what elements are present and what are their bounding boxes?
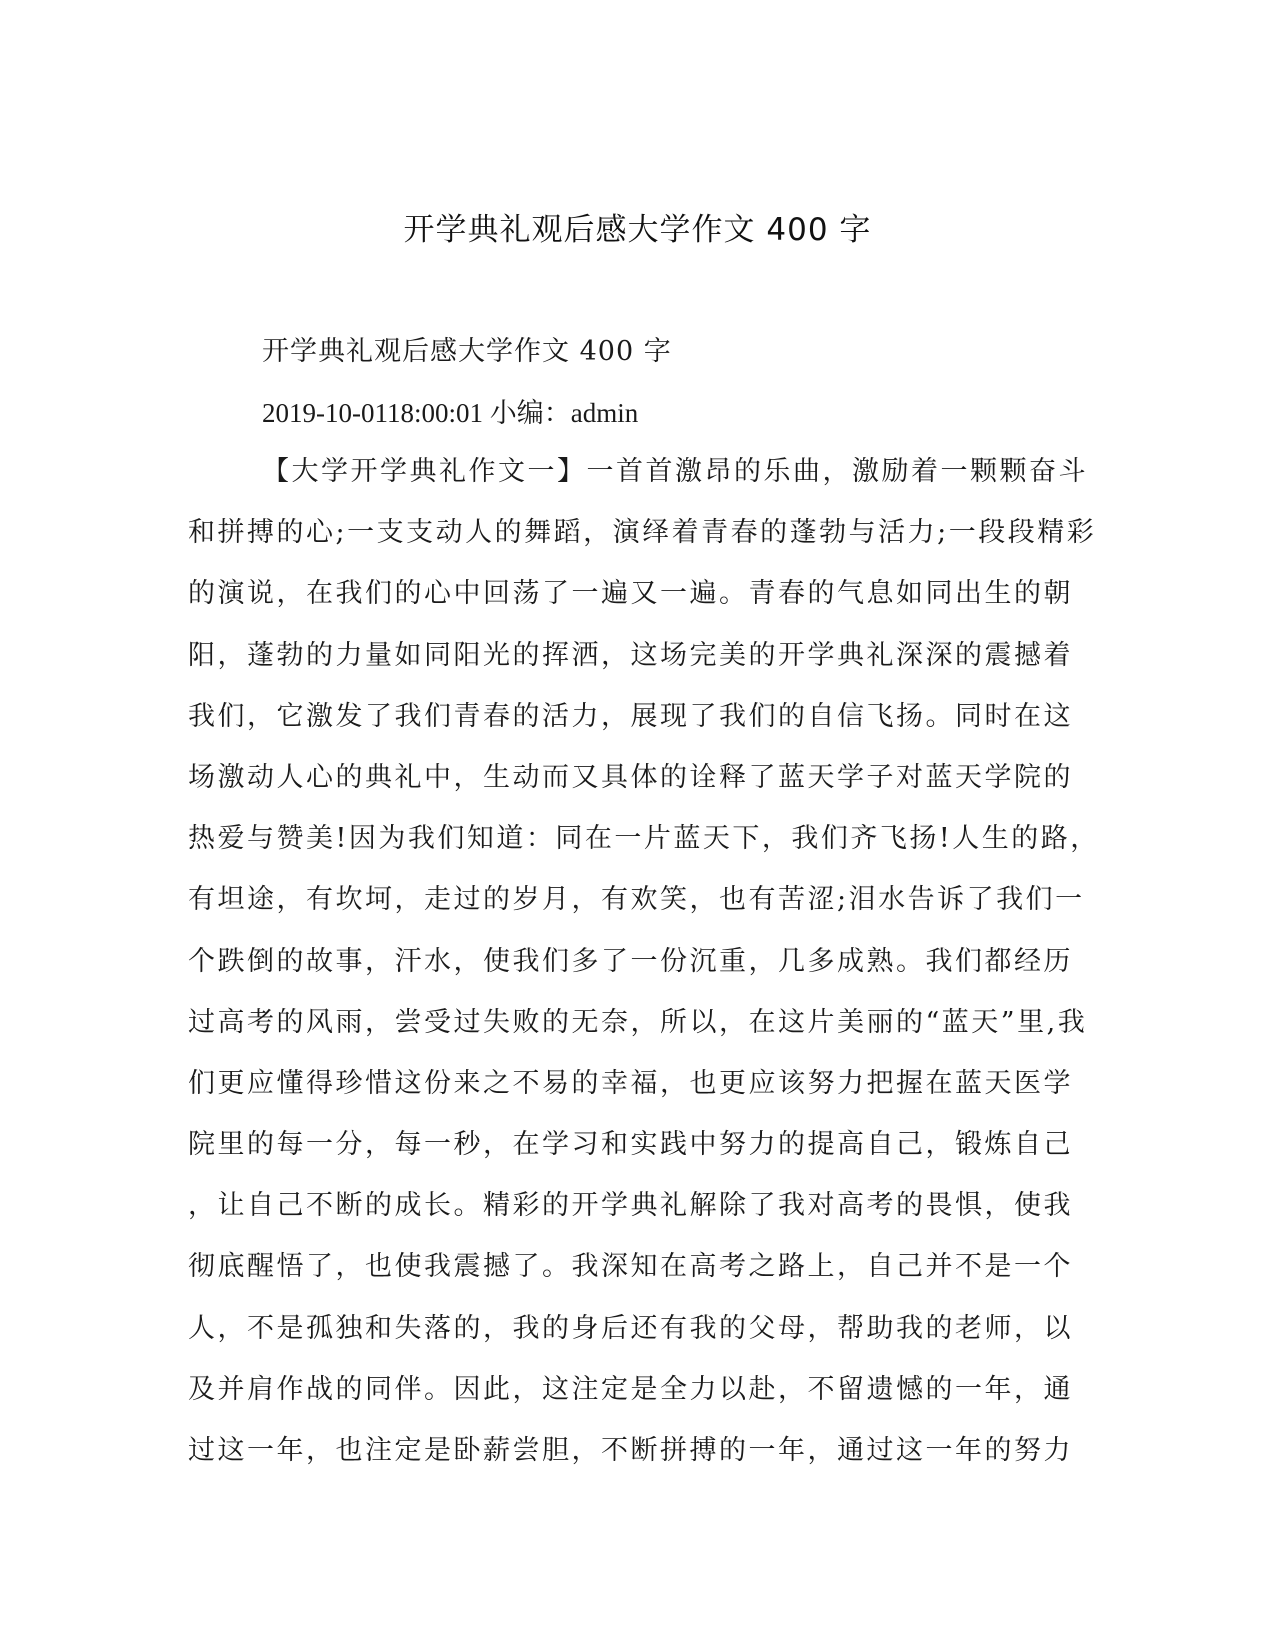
document-meta: 2019-10-0118:00:01 小编：admin	[262, 398, 639, 428]
body-line: 有坦途，有坎坷，走过的岁月，有欢笑，也有苦涩;泪水告诉了我们一	[188, 884, 1085, 916]
body-line: 的演说，在我们的心中回荡了一遍又一遍。青春的气息如同出生的朝	[188, 578, 1073, 610]
body-line: 场激动人心的典礼中，生动而又具体的诠释了蓝天学子对蓝天学院的	[188, 761, 1073, 793]
body-line: 彻底醒悟了，也使我震撼了。我深知在高考之路上，自己并不是一个	[188, 1251, 1073, 1283]
body-line: 阳，蓬勃的力量如同阳光的挥洒，这场完美的开学典礼深深的震撼着	[188, 639, 1073, 671]
body-line: 人，不是孤独和失落的，我的身后还有我的父母，帮助我的老师，以	[188, 1312, 1073, 1344]
body-line: 及并肩作战的同伴。因此，这注定是全力以赴，不留遗憾的一年，通	[188, 1373, 1073, 1405]
body-line: 【大学开学典礼作文一】一首首激昂的乐曲，激励着一颗颗奋斗	[262, 456, 1088, 487]
body-line: 我们，它激发了我们青春的活力，展现了我们的自信飞扬。同时在这	[188, 700, 1073, 732]
body-line: 个跌倒的故事，汗水，使我们多了一份沉重，几多成熟。我们都经历	[188, 945, 1073, 977]
body-line: 热爱与赞美!因为我们知道：同在一片蓝天下，我们齐飞扬!人生的路，	[188, 823, 1100, 855]
body-line: 和拼搏的心;一支支动人的舞蹈，演绎着青春的蓬勃与活力;一段段精彩	[188, 517, 1097, 549]
document-title: 开学典礼观后感大学作文 400 字	[403, 212, 872, 248]
document-body	[188, 452, 1100, 1492]
body-line: 院里的每一分，每一秒，在学习和实践中努力的提高自己，锻炼自己	[188, 1129, 1073, 1161]
body-line: 们更应懂得珍惜这份来之不易的幸福，也更应该努力把握在蓝天医学	[188, 1067, 1073, 1099]
body-line: 过高考的风雨，尝受过失败的无奈，所以，在这片美丽的“蓝天”里,我	[188, 1006, 1088, 1038]
body-line: ，让自己不断的成长。精彩的开学典礼解除了我对高考的畏惧，使我	[188, 1190, 1073, 1222]
body-line: 过这一年，也注定是卧薪尝胆，不断拼搏的一年，通过这一年的努力	[188, 1435, 1073, 1466]
document-subtitle: 开学典礼观后感大学作文 400 字	[262, 336, 672, 367]
